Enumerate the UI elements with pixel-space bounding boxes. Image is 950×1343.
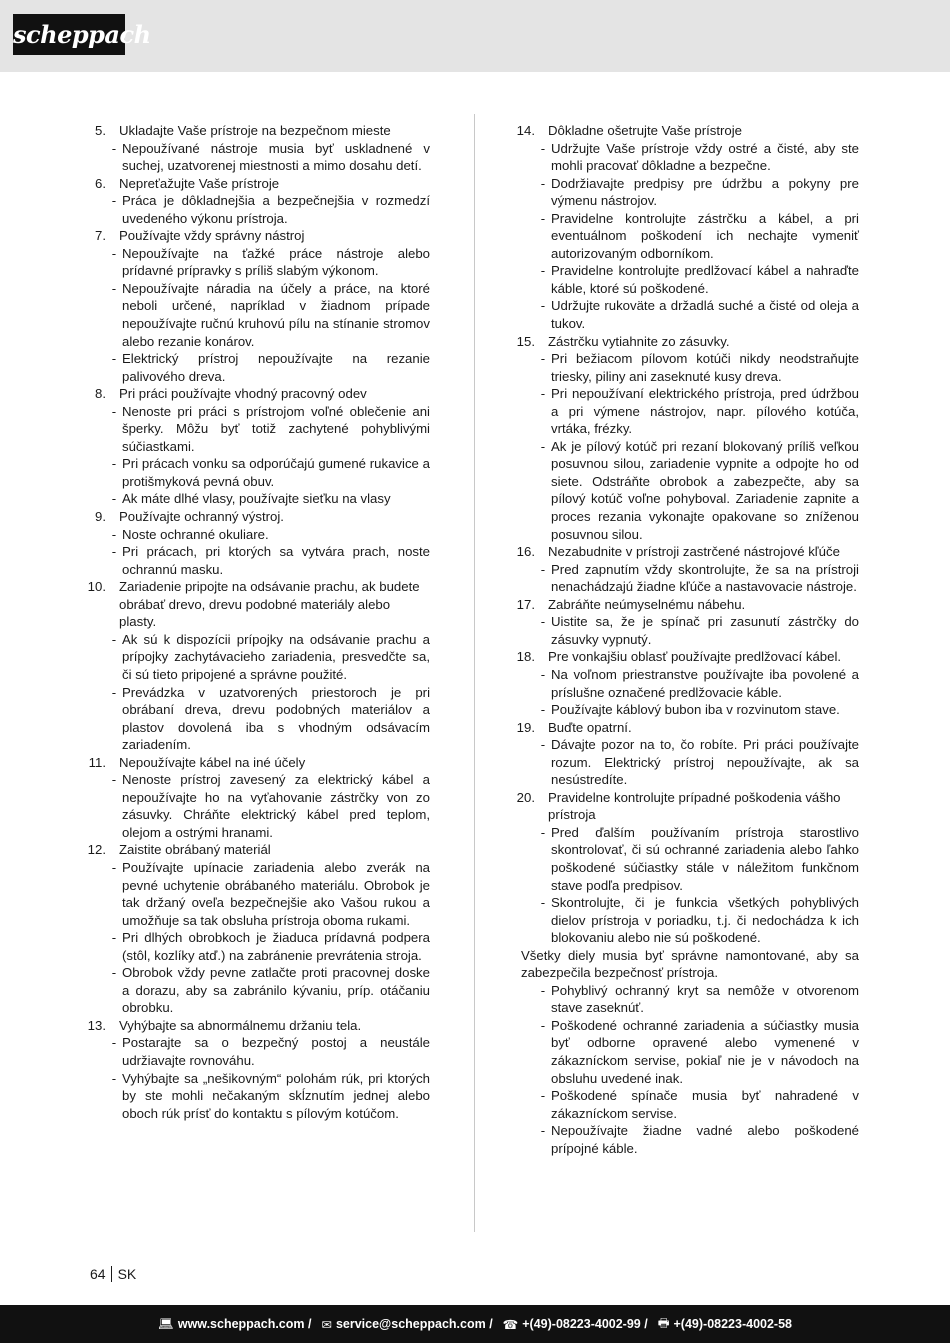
right-column <box>507 122 859 1157</box>
bullet-item <box>535 982 859 1017</box>
bullet-text: Skontrolujte, či je funkcia všetkých pohyblivých dielov prístroja v poriadku, t.j. či nedochádza k ich blokovaniu alebo nie sú poškodené. <box>551 895 859 946</box>
bullet-text: Pravidelne kontrolujte predlžovací kábel a nahraďte káble, ktoré sú poškodené. <box>551 263 859 296</box>
section-heading <box>78 227 430 245</box>
footer-email-link[interactable]: service@scheppach.com / <box>335 1317 493 1331</box>
bullet-text: Poškodené ochranné zariadenia a súčiastky musia byť odborne opravené alebo vymenené v zákazníckom servise, pokiaľ nie je v návodoch na obsluhu uvedené inak. <box>551 1017 859 1086</box>
bullet-text: Nepoužívajte žiadne vadné alebo poškodené prípojné káble. <box>551 1123 859 1156</box>
bullet-text: Pri dlhých obrobkoch je žiaduca prídavná podpera (stôl, kozlíky atď.) na zabránenie prevrátenia stroja. <box>122 930 430 963</box>
section-title: Nepreťažujte Vaše prístroje <box>119 175 280 191</box>
bullet-list <box>78 245 430 385</box>
bullet-item <box>535 701 859 719</box>
section-title: Pravidelne kontrolujte prípadné poškodenia vášho prístroja <box>548 789 841 823</box>
bullet-dash: - <box>111 631 117 647</box>
section-heading <box>507 719 859 737</box>
fax-icon: 🖶︎ <box>657 1315 670 1330</box>
section-number: 9. <box>95 509 106 525</box>
section-title: Nezabudnite v prístroji zastrčené nástrojové kľúče <box>548 544 840 560</box>
section-heading <box>507 648 859 666</box>
section-title: Vyhýbajte sa abnormálnemu držaniu tela. <box>119 1017 362 1033</box>
section-number: 13. <box>87 1017 106 1033</box>
section-number: 19. <box>516 719 535 735</box>
bullet-dash: - <box>540 175 546 191</box>
section-heading <box>507 333 859 351</box>
section-number: 7. <box>95 228 106 244</box>
section-number: 11. <box>88 754 106 770</box>
bullet-dash: - <box>111 1070 117 1086</box>
bullet-text: Udržujte rukoväte a držadlá suché a čisté od oleja a tukov. <box>551 298 859 332</box>
bullet-list <box>507 561 859 596</box>
bullet-item <box>106 859 430 929</box>
section-title: Ukladajte Vaše prístroje na bezpečnom mieste <box>119 123 391 138</box>
bullet-item <box>535 438 859 543</box>
instruction-section <box>78 841 430 1016</box>
bullet-dash: - <box>111 526 117 542</box>
scheppach-logo: scheppach <box>13 14 125 55</box>
section-number: 15. <box>516 333 535 349</box>
section-title: Zariadenie pripojte na odsávanie prachu, ak budete obrábať drevo, drevu podobné materiály alebo plasty. <box>119 579 420 630</box>
bullet-text: Nepoužívajte na ťažké práce nástroje alebo prídavné prípravky s príliš slabým výkonom. <box>122 245 430 279</box>
page-number-label <box>90 1265 136 1283</box>
section-title: Používajte vždy správny nástroj <box>119 228 305 244</box>
section-heading <box>507 596 859 614</box>
bullet-text: Postarajte sa o bezpečný postoj a neustále udržiavajte rovnováhu. <box>122 1035 430 1068</box>
section-title: Nepoužívajte kábel na iné účely <box>119 754 306 770</box>
bullet-text: Nenoste prístroj zavesený za elektrický kábel a nepoužívajte ho na vyťahovanie zástrčky von zo zásuvky. Chráňte elektrický kábel pred teplom, olejom a ostrými hranami. <box>122 772 430 840</box>
bullet-dash: - <box>540 351 546 367</box>
bullet-text: Nepoužívané nástroje musia byť uskladnené v suchej, uzatvorenej miestnosti a mimo dosahu detí. <box>122 140 430 174</box>
bullet-item <box>535 385 859 438</box>
instruction-section <box>507 719 859 789</box>
instruction-section <box>507 333 859 544</box>
bullet-dash: - <box>540 263 546 279</box>
instruction-section <box>78 122 430 175</box>
bullet-text: Pri nepoužívaní elektrického prístroja, pred údržbou a pri výmene nástrojov, napr. pílového kotúča, vrtáka, frézky. <box>551 386 859 437</box>
bullet-text: Udržujte Vaše prístroje vždy ostré a čisté, aby ste mohli pracovať dôkladne a bezpečne. <box>551 140 859 174</box>
bullet-list <box>78 1034 430 1122</box>
bullet-dash: - <box>111 965 117 981</box>
section-number: 18. <box>516 649 535 665</box>
section-heading <box>78 385 430 403</box>
bullet-dash: - <box>111 456 117 472</box>
bullet-text: Pri bežiacom pílovom kotúči nikdy neodstraňujte triesky, piliny ani zaseknuté kusy dreva. <box>551 351 859 384</box>
section-heading <box>78 508 430 526</box>
instruction-section <box>78 578 430 753</box>
bullet-item <box>106 245 430 280</box>
bullet-dash: - <box>540 1088 546 1104</box>
bullet-item <box>106 964 430 1017</box>
bullet-dash: - <box>111 280 117 296</box>
bullet-dash: - <box>540 895 546 911</box>
bullet-dash: - <box>111 544 117 560</box>
bullet-text: Uistite sa, že je spínač pri zasunutí zástrčky do zásuvky vypnutý. <box>551 614 859 647</box>
bullet-dash: - <box>540 386 546 402</box>
instruction-section <box>78 508 430 578</box>
section-number: 20. <box>516 789 535 805</box>
bullet-item <box>106 280 430 350</box>
closing-paragraph: Všetky diely musia byť správne namontované, aby sa zabezpečila bezpečnosť prístroja. <box>521 947 859 981</box>
bullet-item <box>106 631 430 684</box>
bullet-list <box>507 982 859 1157</box>
instruction-section <box>78 227 430 385</box>
bullet-text: Obrobok vždy pevne zatlačte proti pracovnej doske a dorazu, aby sa zabránilo kývaniu, príp. otáčaniu obrobku. <box>122 965 430 1016</box>
bullet-text: Noste ochranné okuliare. <box>122 526 269 542</box>
bullet-list <box>78 192 430 227</box>
bullet-item <box>106 490 430 508</box>
bullet-item <box>535 824 859 894</box>
instruction-section <box>78 754 430 842</box>
section-title: Dôkladne ošetrujte Vaše prístroje <box>548 123 743 138</box>
section-title: Buďte opatrní. <box>548 719 632 735</box>
bullet-dash: - <box>540 438 546 454</box>
bullet-dash: - <box>111 351 117 367</box>
instruction-section <box>78 175 430 228</box>
bullet-text: Používajte upínacie zariadenia alebo zverák na pevné uchytenie obrábaného materiálu. Obrobok je tak držaný oveľa bezpečnejšie ako Vašou rukou a umožňuje sa tak obsluha prístroja oboma rukami. <box>122 859 430 928</box>
instruction-section <box>507 648 859 718</box>
section-number: 14. <box>516 123 535 138</box>
section-number: 5. <box>95 123 106 138</box>
bullet-item <box>535 350 859 385</box>
bullet-dash: - <box>111 772 117 788</box>
footer-fax: +(49)-08223-4002-58 <box>673 1317 792 1331</box>
section-number: 10. <box>87 579 106 595</box>
bullet-text: Pohyblivý ochranný kryt sa nemôže v otvorenom stave zaseknúť. <box>551 982 859 1016</box>
page-number-separator <box>111 1266 112 1282</box>
bullet-dash: - <box>111 684 117 700</box>
section-title: Pri práci používajte vhodný pracovný odev <box>119 386 367 402</box>
bullet-item <box>535 894 859 947</box>
bullet-dash: - <box>111 403 117 419</box>
bullet-text: Pred ďalším používaním prístroja starostlivo skontrolovať, či sú ochranné zariadenia alebo ľahko poškodené súčiastky stále v náležitom funkčnom stave podľa predpisov. <box>551 824 859 893</box>
bullet-dash: - <box>540 140 546 156</box>
bullet-text: Pri prácach, pri ktorých sa vytvára prach, noste ochrannú masku. <box>122 544 430 577</box>
instruction-section <box>78 385 430 508</box>
bullet-list <box>78 140 430 175</box>
bullet-list <box>78 403 430 508</box>
bullet-dash: - <box>111 193 117 209</box>
section-title: Používajte ochranný výstroj. <box>119 509 284 525</box>
bullet-text: Nenoste pri práci s prístrojom voľné oblečenie ani šperky. Môžu byť totiž zachytené pohyblivými súčiastkami. <box>122 403 430 454</box>
bullet-text: Elektrický prístroj nepoužívajte na rezanie palivového dreva. <box>122 351 430 384</box>
bullet-dash: - <box>540 298 546 314</box>
section-heading <box>507 543 859 561</box>
section-title: Zaistite obrábaný materiál <box>119 842 271 858</box>
bullet-item <box>106 1070 430 1123</box>
bullet-item <box>535 666 859 701</box>
section-heading <box>78 175 430 193</box>
bullet-list <box>507 736 859 789</box>
section-number: 16. <box>516 544 535 560</box>
bullet-dash: - <box>111 930 117 946</box>
bullet-list <box>78 526 430 579</box>
bullet-item <box>106 929 430 964</box>
section-number: 17. <box>516 596 535 612</box>
instruction-section <box>507 122 859 333</box>
bullet-list <box>78 631 430 754</box>
section-title: Zástrčku vytiahnite zo zásuvky. <box>548 333 730 349</box>
computer-icon: 💻︎ <box>157 1316 174 1331</box>
bullet-item <box>106 455 430 490</box>
footer-phone: +(49)-08223-4002-99 / <box>522 1317 648 1331</box>
bullet-dash: - <box>111 859 117 875</box>
bullet-item <box>106 192 430 227</box>
section-number: 8. <box>95 386 106 402</box>
bullet-dash: - <box>111 140 117 156</box>
section-heading <box>78 1017 430 1035</box>
bullet-dash: - <box>540 1123 546 1139</box>
bullet-item <box>535 210 859 263</box>
instruction-section <box>507 543 859 596</box>
bullet-list <box>507 666 859 719</box>
header-band <box>0 0 950 72</box>
bullet-dash: - <box>540 614 546 630</box>
bullet-item <box>535 262 859 297</box>
bullet-dash: - <box>540 737 546 753</box>
bullet-item <box>535 1122 859 1157</box>
section-heading <box>78 578 430 631</box>
contact-footer <box>0 1305 950 1343</box>
left-column <box>78 122 430 1122</box>
section-number: 6. <box>95 175 106 191</box>
bullet-text: Pred zapnutím vždy skontrolujte, že sa na prístroji nenachádzajú žiadne kľúče a nastavovacie nástroje. <box>551 561 859 595</box>
bullet-text: Dodržiavajte predpisy pre údržbu a pokyny pre výmenu nástrojov. <box>551 175 859 209</box>
section-heading <box>507 789 859 824</box>
bullet-item <box>535 297 859 332</box>
bullet-item <box>106 140 430 175</box>
bullet-dash: - <box>540 561 546 577</box>
email-icon: ✉︎ <box>321 1317 332 1332</box>
bullet-item <box>106 543 430 578</box>
bullet-dash: - <box>111 245 117 261</box>
bullet-text: Práca je dôkladnejšia a bezpečnejšia v rozmedzí uvedeného výkonu prístroja. <box>122 193 430 226</box>
bullet-text: Dávajte pozor na to, čo robíte. Pri práci používajte rozum. Elektrický prístroj nepoužívajte, ak sa nesústredíte. <box>551 737 859 788</box>
bullet-item <box>106 350 430 385</box>
bullet-text: Ak sú k dispozícii prípojky na odsávanie prachu a prípojky zachytávacieho zariadenia, presvedčte sa, či sú tieto pripojené a správne použité. <box>122 631 430 682</box>
bullet-list <box>78 859 430 1017</box>
bullet-item <box>535 613 859 648</box>
bullet-item <box>106 1034 430 1069</box>
bullet-text: Používajte káblový bubon iba v rozvinutom stave. <box>551 702 840 718</box>
section-number: 12. <box>87 842 106 858</box>
bullet-text: Pravidelne kontrolujte zástrčku a kábel, a pri eventuálnom poškodení ich nechajte vymeniť autorizovaným odborníkom. <box>551 210 859 261</box>
instruction-section <box>78 1017 430 1122</box>
phone-icon: ☎︎ <box>502 1317 519 1332</box>
bullet-text: Prevádzka v uzatvorených priestoroch je pri obrábaní dreva, drevu podobných materiálov a plastov dovolená iba s vhodným odsávacím zariadením. <box>122 684 430 753</box>
bullet-text: Vyhýbajte sa „nešikovným“ polohám rúk, pri ktorých by ste mohli nečakaným skĺznutím jednej alebo oboch rúk prísť do kontaktu s pílovým kotúčom. <box>122 1070 430 1121</box>
bullet-list <box>507 613 859 648</box>
section-heading <box>507 122 859 140</box>
bullet-item <box>106 526 430 544</box>
bullet-item <box>106 771 430 841</box>
instruction-section <box>507 596 859 649</box>
closing-section <box>507 947 859 1158</box>
bullet-list <box>507 350 859 543</box>
section-heading <box>78 754 430 772</box>
bullet-list <box>507 824 859 947</box>
bullet-text: Na voľnom priestranstve používajte iba povolené a príslušne označené predlžovacie káble. <box>551 666 859 700</box>
bullet-dash: - <box>540 982 546 998</box>
bullet-item <box>106 403 430 456</box>
bullet-item <box>535 175 859 210</box>
bullet-list <box>507 140 859 333</box>
bullet-dash: - <box>540 1017 546 1033</box>
bullet-text: Ak máte dlhé vlasy, používajte sieťku na vlasy <box>122 491 391 507</box>
page-language: SK <box>117 1266 137 1282</box>
section-heading <box>78 122 430 140</box>
bullet-dash: - <box>111 491 117 507</box>
bullet-text: Pri prácach vonku sa odporúčajú gumené rukavice a protišmyková pevná obuv. <box>122 456 430 489</box>
instruction-section <box>507 789 859 947</box>
section-title: Pre vonkajšiu oblasť používajte predlžovací kábel. <box>548 649 842 665</box>
bullet-item <box>106 684 430 754</box>
bullet-text: Nepoužívajte náradia na účely a práce, na ktoré neboli určené, napríklad v žiadnom prípade nepoužívajte ručnú kruhovú pílu na stínanie stromov alebo rezanie konárov. <box>122 280 430 349</box>
bullet-item <box>535 561 859 596</box>
bullet-text: Poškodené spínače musia byť nahradené v zákazníckom servise. <box>551 1088 859 1121</box>
bullet-item <box>535 736 859 789</box>
bullet-list <box>78 771 430 841</box>
bullet-dash: - <box>540 824 546 840</box>
bullet-dash: - <box>540 702 546 718</box>
bullet-item <box>535 1087 859 1122</box>
bullet-dash: - <box>540 666 546 682</box>
bullet-dash: - <box>540 210 546 226</box>
page-number: 64 <box>90 1266 106 1282</box>
bullet-text: Ak je pílový kotúč pri rezaní blokovaný príliš veľkou posuvnou silou, zariadenie vypnite a odpojte ho od siete. Odstráňte obrobok a zabezpečte, aby sa pílový kotúč voľne pohyboval. Zariadenie zapnite a proces rezania vykonajte opakovane so zníženou posuvnou silou. <box>551 438 859 542</box>
bullet-dash: - <box>111 1035 117 1051</box>
column-divider <box>474 114 475 1232</box>
section-heading <box>78 841 430 859</box>
bullet-item <box>535 1017 859 1087</box>
bullet-item <box>535 140 859 175</box>
footer-website-link[interactable]: www.scheppach.com / <box>177 1317 312 1331</box>
section-title: Zabráňte neúmyselnému nábehu. <box>548 596 746 612</box>
